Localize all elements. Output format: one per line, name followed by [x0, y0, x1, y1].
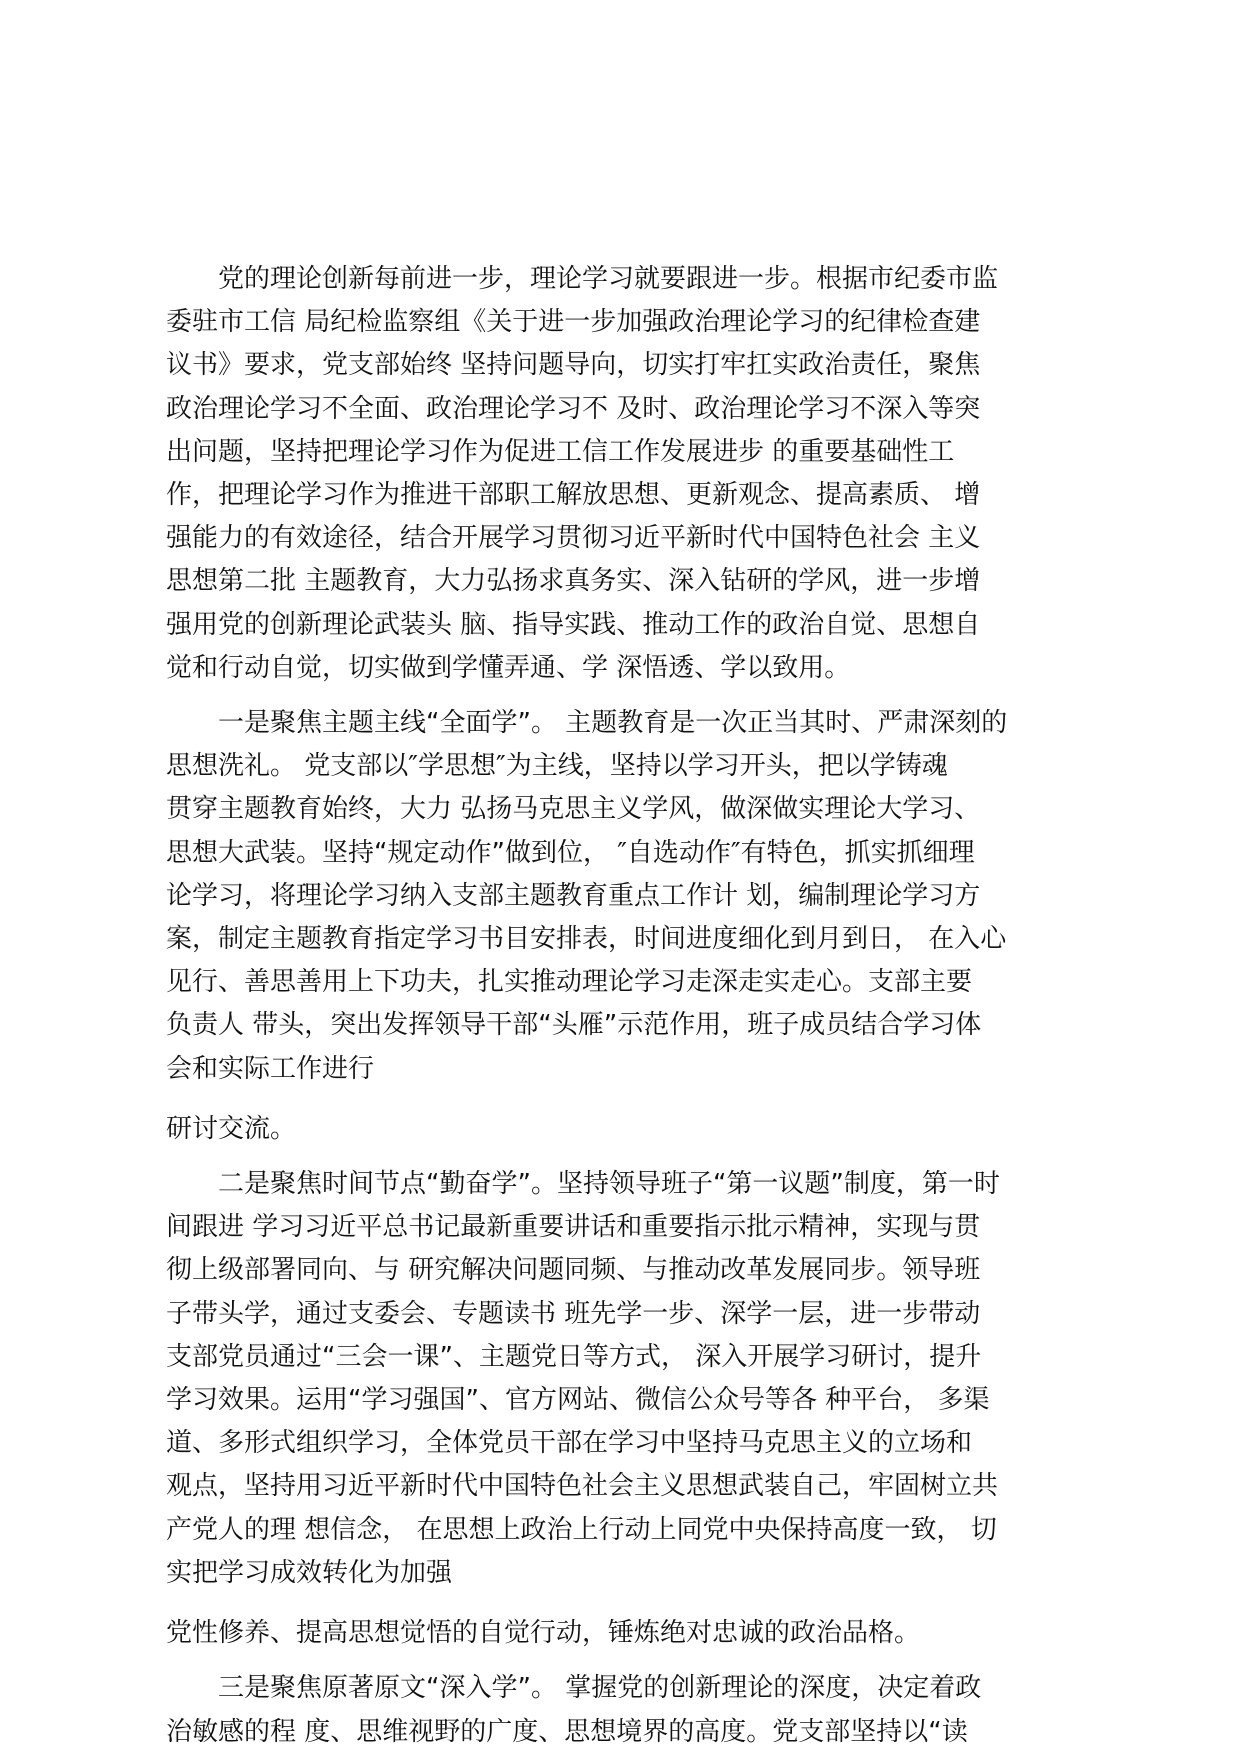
text-line: 党的理论创新每前进一步，理论学习就要跟进一步。根据市纪委市监	[218, 264, 999, 294]
text-line: 实把学习成效转化为加强	[166, 1557, 453, 1588]
text-line: 案，制定主题教育指定学习书目安排表，时间进度细化到月到日， 在入心	[166, 924, 1007, 955]
paragraph-intro	[166, 258, 1102, 690]
text-line: 治敏感的程 度、思维视野的广度、思想境界的高度。党支部坚持以“读	[166, 1716, 968, 1747]
paragraph-section-three	[166, 1667, 1102, 1753]
text-line: 政治理论学习不全面、政治理论学习不 及时、政治理论学习不深入等突	[166, 393, 981, 424]
text-line: 作，把理论学习作为推进干部职工解放思想、更新观念、提高素质、 增	[166, 480, 981, 511]
text-line: 思想大武装。坚持“规定动作”做到位， ″自选动作″有特色，抓实抓细理	[166, 837, 975, 868]
text-line: 一是聚焦主题主线“全面学”。 主题教育是一次正当其时、严肃深刻的	[218, 708, 1008, 739]
text-line: 产党人的理 想信念， 在思想上政治上行动上同党中央保持高度一致， 切	[166, 1514, 997, 1545]
text-line: 观点，坚持用习近平新时代中国特色社会主义思想武装自己，牢固树立共	[166, 1471, 999, 1502]
text-line: 学习效果。运用“学习强国”、官方网站、微信公众号等各 种平台， 多渠	[166, 1385, 990, 1416]
paragraph-section-two	[166, 1163, 1102, 1595]
text-line: 思想第二批 主题教育，大力弘扬求真务实、深入钻研的学风，进一步增	[166, 566, 981, 597]
text-line: 研讨交流。	[166, 1113, 297, 1144]
text-line: 见行、善思善用上下功夫，扎实推动理论学习走深走实走心。支部主要	[166, 967, 973, 998]
text-line: 强用党的创新理论武装头 脑、指导实践、推动工作的政治自觉、思想自	[166, 609, 981, 640]
text-line: 论学习，将理论学习纳入支部主题教育重点工作计 划，编制理论学习方	[166, 880, 981, 911]
text-line: 子带头学，通过支委会、专题读书 班先学一步、深学一层，进一步带动	[166, 1298, 981, 1329]
text-line: 强能力的有效途径，结合开展学习贯彻习近平新时代中国特色社会 主义	[166, 523, 981, 554]
text-line: 支部党员通过“三会一课”、主题党日等方式， 深入开展学习研讨，提升	[166, 1341, 982, 1372]
text-line: 委驻市工信 局纪检监察组《关于进一步加强政治理论学习的纪律检查建	[166, 307, 981, 338]
text-line: 党性修养、提高思想觉悟的自觉行动，锤炼绝对忠诚的政治品格。	[166, 1618, 921, 1649]
paragraph-continuation-two	[166, 1612, 1102, 1655]
paragraph-section-one	[166, 702, 1102, 1091]
text-line: 间跟进 学习习近平总书记最新重要讲话和重要指示批示精神，实现与贯	[166, 1212, 981, 1243]
text-line: 思想洗礼。 党支部以″学思想″为主线，坚持以学习开头，把以学铸魂	[166, 751, 948, 782]
text-line: 会和实际工作进行	[166, 1053, 375, 1084]
paragraph-continuation-one	[166, 1108, 1102, 1151]
text-line: 觉和行动自觉，切实做到学懂弄通、学 深悟透、学以致用。	[166, 652, 851, 683]
text-line: 彻上级部署同向、与 研究解决问题同频、与推动改革发展同步。领导班	[166, 1255, 981, 1286]
document-body	[166, 258, 1102, 1754]
text-line: 三是聚焦原著原文“深入学”。 掌握党的创新理论的深度，决定着政	[218, 1673, 982, 1704]
text-line: 出问题，坚持把理论学习作为促进工信工作发展进步 的重要基础性工	[166, 436, 955, 467]
text-line: 议书》要求，党支部始终 坚持问题导向，切实打牢扛实政治责任，聚焦	[166, 350, 981, 381]
text-line: 二是聚焦时间节点“勤奋学”。坚持领导班子“第一议题”制度，第一时	[218, 1169, 1000, 1200]
text-line: 负责人 带头，突出发挥领导干部“头雁”示范作用，班子成员结合学习体	[166, 1010, 982, 1041]
text-line: 道、多形式组织学习，全体党员干部在学习中坚持马克思主义的立场和	[166, 1428, 973, 1459]
text-line: 贯穿主题教育始终，大力 弘扬马克思主义学风，做深做实理论大学习、	[166, 794, 981, 825]
